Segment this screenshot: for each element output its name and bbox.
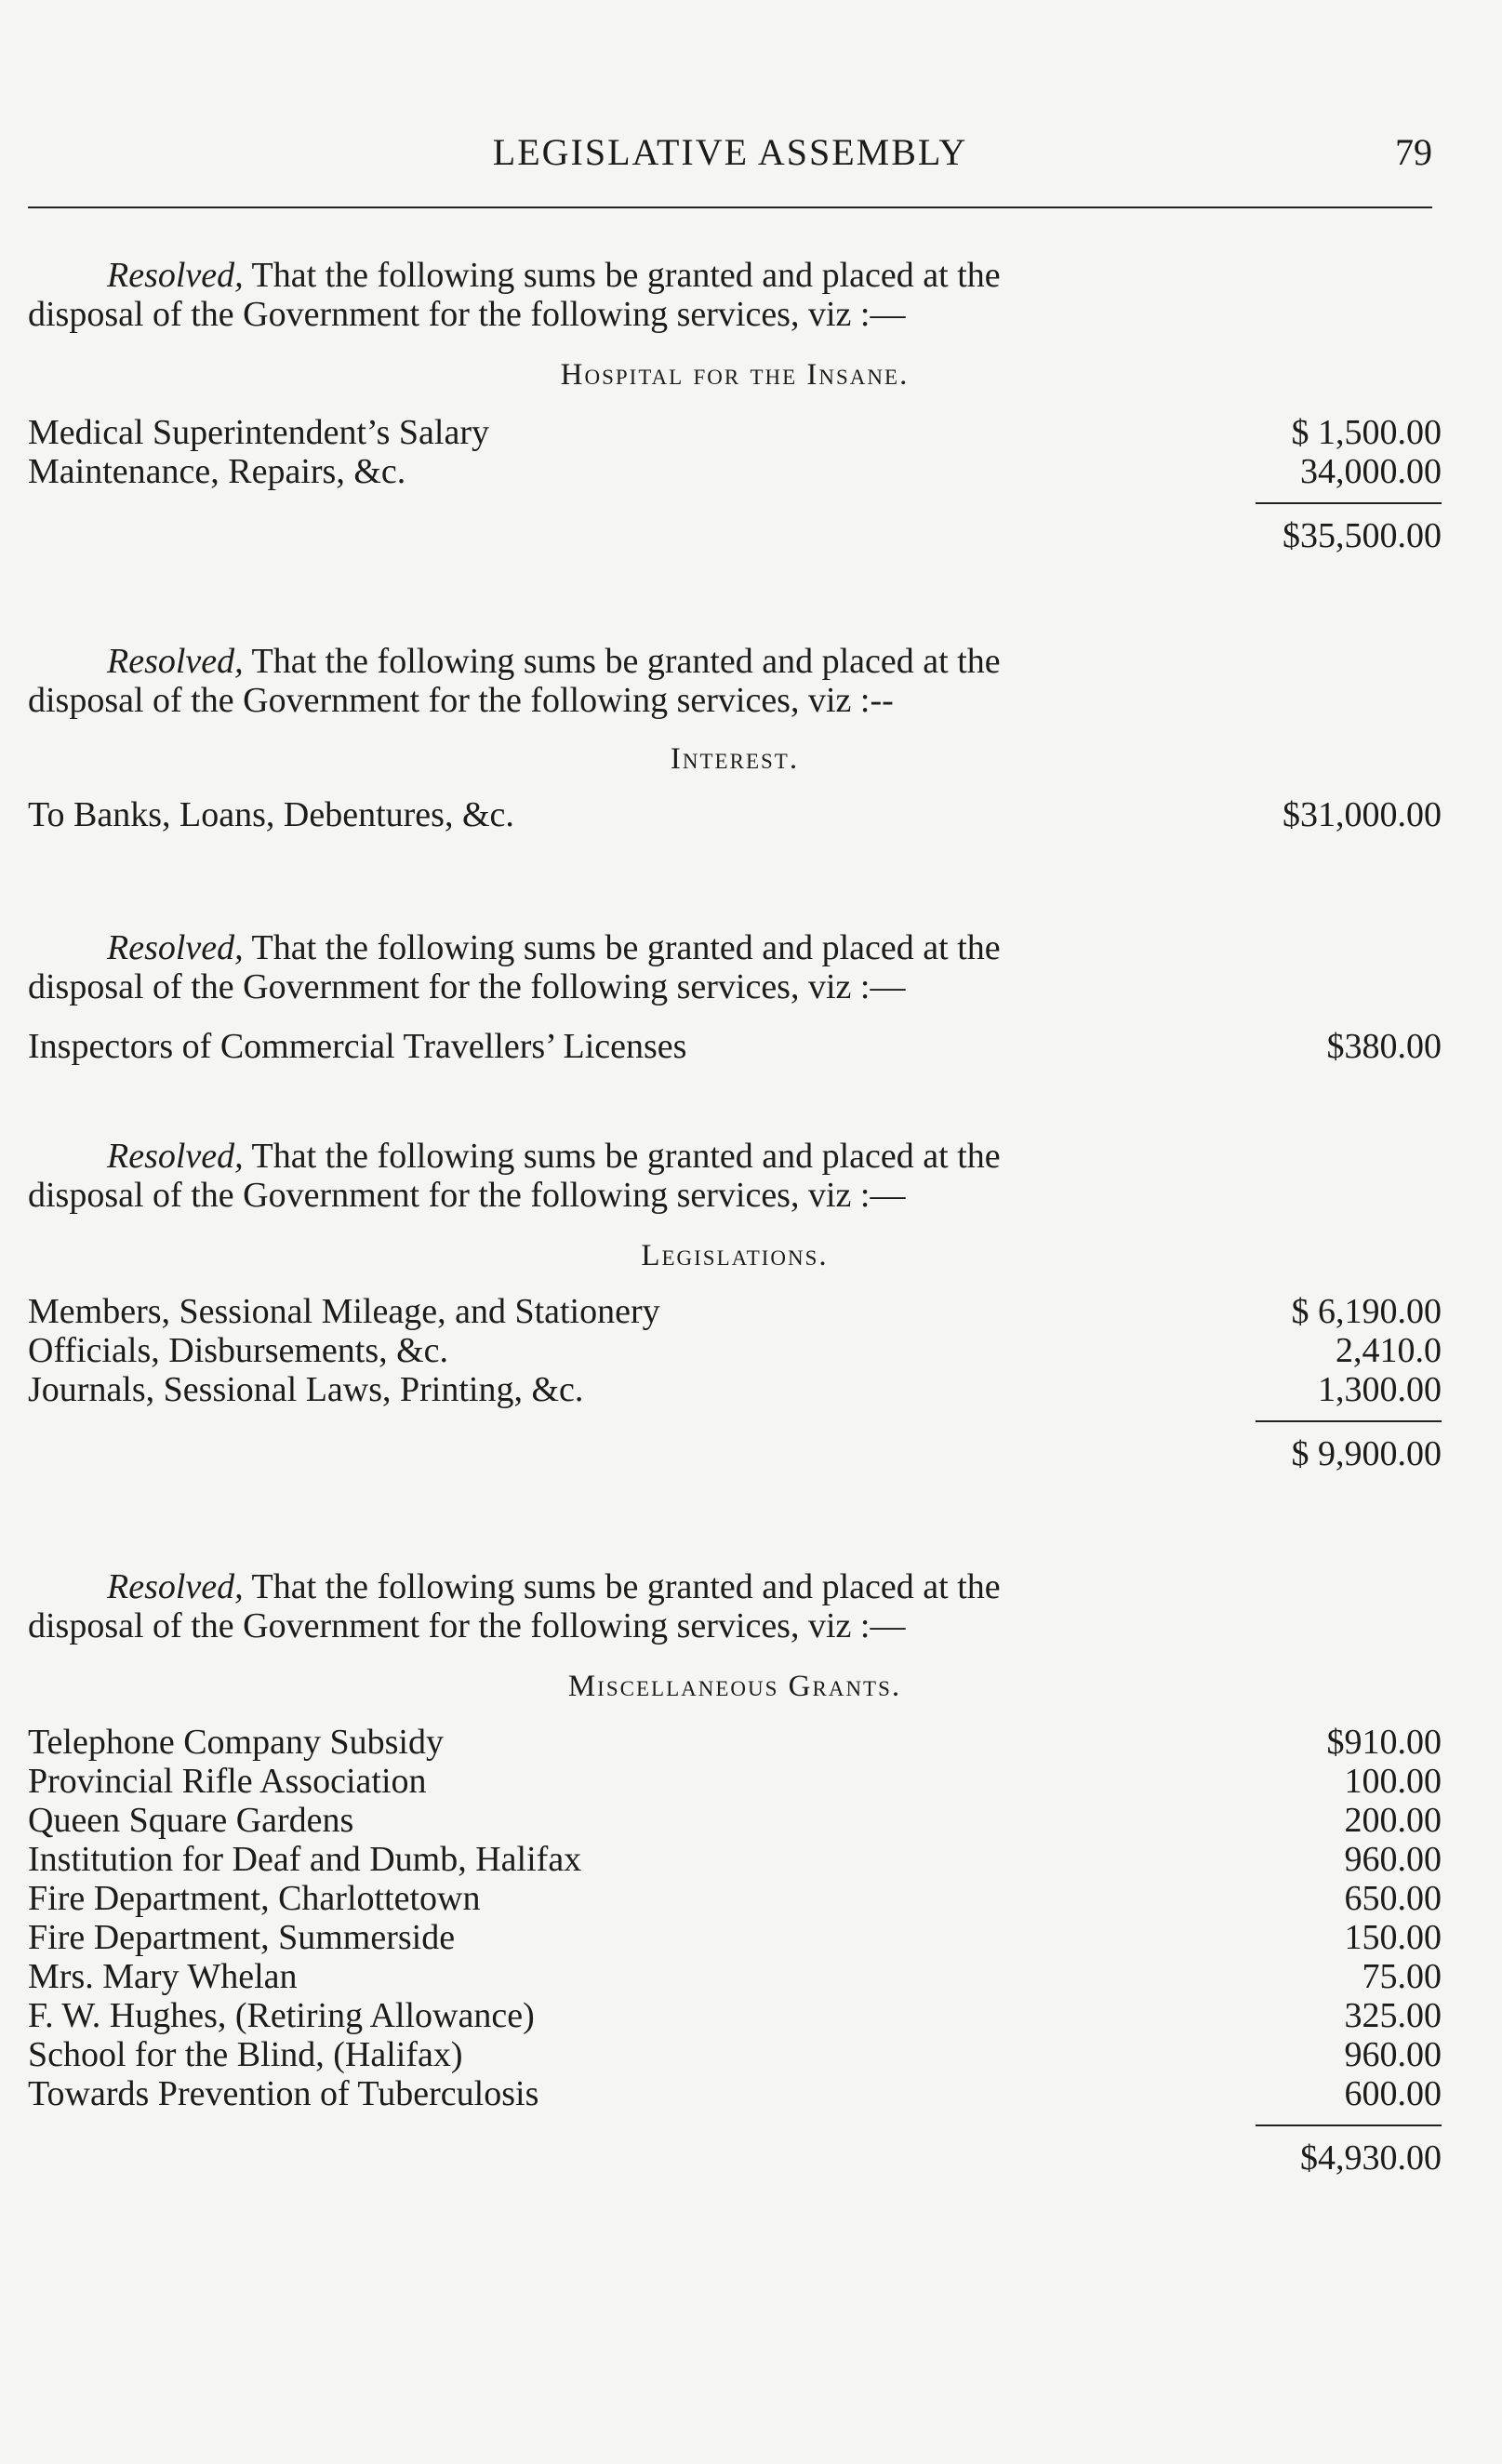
page-title: LEGISLATIVE ASSEMBLY — [492, 131, 968, 173]
item-label: To Banks, Loans, Debentures, &c. — [28, 795, 514, 834]
section-total — [28, 1433, 1442, 1474]
item-amount: $ 6,190.00 — [1291, 1292, 1442, 1331]
resolution-text — [28, 1137, 1256, 1215]
item-amount: 1,300.00 — [1318, 1370, 1442, 1409]
item-label: Fire Department, Charlottetown — [28, 1879, 481, 1918]
line-item — [28, 1331, 1442, 1370]
resolution-text — [28, 928, 1256, 1006]
item-amount: 34,000.00 — [1300, 452, 1442, 491]
item-label: School for the Blind, (Halifax) — [28, 2035, 463, 2074]
line-item — [28, 452, 1442, 491]
section-heading: Miscellaneous Grants. — [567, 1670, 902, 1703]
section-total — [28, 2138, 1442, 2178]
line-item — [28, 1027, 1442, 1066]
section-total — [28, 515, 1442, 556]
resolved-line1: That the following sums be granted and placed at the — [251, 928, 1001, 967]
item-label: Towards Prevention of Tuberculosis — [28, 2074, 539, 2113]
line-item — [28, 795, 1442, 834]
section-inspectors — [28, 928, 1442, 1066]
section-heading: Interest. — [670, 742, 800, 776]
section-interest — [28, 642, 1442, 834]
item-label: Maintenance, Repairs, &c. — [28, 452, 406, 491]
item-label: Inspectors of Commercial Travellers’ Licenses — [28, 1027, 687, 1066]
line-item — [28, 1762, 1442, 1801]
line-item — [28, 1918, 1442, 1957]
section-legislations — [28, 1137, 1442, 1474]
resolved-line1: That the following sums be granted and placed at the — [251, 1137, 1001, 1176]
item-amount: 150.00 — [1344, 1918, 1442, 1957]
section-hospital — [28, 256, 1442, 556]
item-amount: $380.00 — [1326, 1027, 1442, 1066]
item-label: Members, Sessional Mileage, and Stationery — [28, 1292, 660, 1331]
sum-rule — [1256, 1420, 1442, 1422]
item-label: Telephone Company Subsidy — [28, 1723, 444, 1762]
resolved-line1: That the following sums be granted and placed at the — [251, 1567, 1001, 1606]
total-amount: $4,930.00 — [1300, 2138, 1442, 2178]
page-number: 79 — [1395, 131, 1432, 173]
item-amount: 75.00 — [1362, 1957, 1442, 1996]
item-amount: 960.00 — [1344, 2035, 1442, 2074]
resolution-text — [28, 642, 1256, 720]
header-rule — [28, 206, 1432, 208]
item-amount: 325.00 — [1344, 1996, 1442, 2035]
resolved-line2: disposal of the Government for the following services, viz :— — [28, 967, 906, 1006]
resolution-text — [28, 256, 1256, 334]
item-label: Officials, Disbursements, &c. — [28, 1331, 449, 1370]
resolved-line2: disposal of the Government for the following services, viz :-- — [28, 681, 894, 720]
line-item — [28, 1370, 1442, 1409]
sum-rule — [1256, 502, 1442, 504]
item-label: Institution for Deaf and Dumb, Halifax — [28, 1840, 582, 1879]
resolved-line2: disposal of the Government for the following services, viz :— — [28, 1606, 906, 1645]
line-item — [28, 1957, 1442, 1996]
section-heading: Legislations. — [641, 1239, 829, 1272]
item-label: Journals, Sessional Laws, Printing, &c. — [28, 1370, 584, 1409]
resolved-line2: disposal of the Government for the following services, viz :— — [28, 1176, 906, 1215]
item-amount: $ 1,500.00 — [1291, 413, 1442, 452]
section-miscellaneous-grants — [28, 1567, 1442, 2178]
resolved-line1: That the following sums be granted and placed at the — [251, 642, 1001, 681]
resolved-line1: That the following sums be granted and placed at the — [251, 256, 1001, 295]
item-label: Fire Department, Summerside — [28, 1918, 456, 1957]
resolved-lead: Resolved, — [107, 1567, 244, 1606]
line-item — [28, 1879, 1442, 1918]
total-amount: $35,500.00 — [1283, 516, 1442, 555]
item-label: F. W. Hughes, (Retiring Allowance) — [28, 1996, 535, 2035]
resolved-lead: Resolved, — [107, 1137, 244, 1176]
line-item — [28, 1840, 1442, 1879]
line-item — [28, 2074, 1442, 2113]
resolved-lead: Resolved, — [107, 928, 244, 967]
resolved-lead: Resolved, — [107, 256, 244, 295]
sum-rule — [1256, 2124, 1442, 2126]
total-amount: $ 9,900.00 — [1291, 1434, 1442, 1473]
item-label: Medical Superintendent’s Salary — [28, 413, 489, 452]
line-item — [28, 1801, 1442, 1840]
line-item — [28, 1996, 1442, 2035]
item-amount: 2,410.0 — [1336, 1331, 1442, 1370]
line-item — [28, 2035, 1442, 2074]
line-item — [28, 1723, 1442, 1762]
line-item — [28, 1292, 1442, 1331]
item-amount: 100.00 — [1344, 1762, 1442, 1801]
line-item — [28, 413, 1442, 452]
item-amount: 600.00 — [1344, 2074, 1442, 2113]
item-label: Provincial Rifle Association — [28, 1762, 427, 1801]
resolved-line2: disposal of the Government for the following services, viz :— — [28, 295, 906, 334]
item-amount: 650.00 — [1344, 1879, 1442, 1918]
page-header — [28, 130, 1432, 186]
item-label: Mrs. Mary Whelan — [28, 1957, 298, 1996]
section-heading: Hospital for the Insane. — [560, 358, 910, 392]
item-amount: $910.00 — [1326, 1723, 1442, 1762]
resolution-text — [28, 1567, 1256, 1645]
item-amount: 960.00 — [1344, 1840, 1442, 1879]
item-amount: 200.00 — [1344, 1801, 1442, 1840]
item-label: Queen Square Gardens — [28, 1801, 354, 1840]
resolved-lead: Resolved, — [107, 642, 244, 681]
item-amount: $31,000.00 — [1283, 795, 1442, 834]
